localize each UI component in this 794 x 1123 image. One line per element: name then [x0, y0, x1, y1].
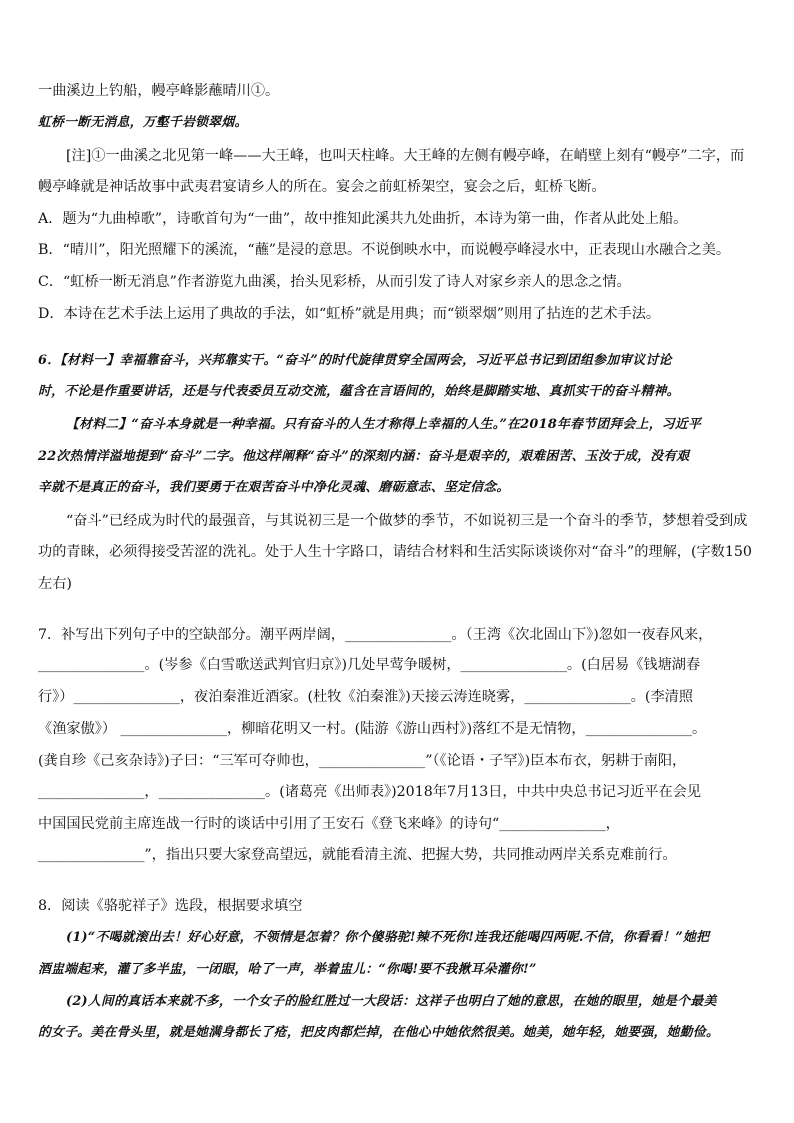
q7-line-8: _______________”，指出只要大家登高望远，就能看清主流、把握大势，共同推动两岸关系克难前行。 — [38, 847, 677, 863]
q6-material2-line-1: 【材料二】“奋斗本身就是一种幸福。只有奋斗的人生才称得上幸福的人生。”在2018年春节团拜会上，习近平 — [66, 417, 702, 432]
q7-line-3: 行》）_______________，夜泊秦淮近酒家。(杜牧《泊秦淮》)天接云涛连晓雾，_______________。(李清照 — [38, 689, 694, 705]
q6-material1-line-2: 时，不论是作重要讲话，还是与代表委员互动交流，蕴含在言语间的，始终是脚踏实地、真抓实干的奋斗精神。 — [38, 384, 680, 399]
poem-line-1: 一曲溪边上钓船，幔亭峰影蘸晴川①。 — [38, 83, 280, 99]
poem-line-2: 虹桥一断无消息，万壑千岩锁翠烟。 — [38, 115, 248, 130]
option-c: C．“虹桥一断无消息”作者游览九曲溪，抬头见彩桥，从而引发了诗人对家乡亲人的思念之情。 — [38, 274, 631, 290]
option-b: B．“晴川”，阳光照耀下的溪流，“蘸”是浸的意思。不说倒映水中，而说幔亭峰浸水中，正表现山水融合之美。 — [38, 242, 731, 258]
q7-line-6: _______________，_______________。(诸葛亮《出师表》)2018年7月13日，中共中央总书记习近平在会见 — [38, 784, 702, 800]
q8-passage-1-line-2: 酒盅端起来，灌了多半盅，一闭眼，哈了一声，举着盅儿：“你喝!要不我揪耳朵灌你!” — [38, 962, 537, 977]
q6-prompt-line-1: “奋斗”已经成为时代的最强音，与其说初三是一个做梦的季节，不如说初三是一个奋斗的季节，梦想着受到成 — [66, 513, 748, 529]
poem-note-line-2: 幔亭峰就是神话故事中武夷君宴请乡人的所在。宴会之前虹桥架空，宴会之后，虹桥飞断。 — [38, 179, 606, 195]
q7-line-2: _______________。(岑参《白雪歌送武判官归京》)几处早莺争暖树，_______________。(白居易《钱塘湖春 — [38, 657, 701, 673]
q6-prompt-line-2: 功的青睐，必须得接受苦涩的洗礼。处于人生十字路口，请结合材料和生活实际谈谈你对“奋斗”的理解，(字数150 — [38, 544, 752, 560]
q6-material2-line-3: 辛就不是真正的奋斗，我们要勇于在艰苦奋斗中净化灵魂、磨砺意志、坚定信念。 — [38, 480, 510, 495]
q7-line-7: 中国国民党前主席连战一行时的谈话中引用了王安石《登飞来峰》的诗句“_______________， — [38, 816, 620, 832]
q6-material2-line-2: 22次热情洋溢地提到“奋斗”二字。他这样阐释“奋斗”的深刻内涵：奋斗是艰辛的，艰难困苦、玉汝于成，没有艰 — [38, 449, 690, 464]
q7-line-4: 《渔家傲》） _______________，柳暗花明又一村。(陆游《游山西村》)落红不是无情物，_______________。 — [38, 721, 707, 737]
q8-title: 8．阅读《骆驼祥子》选段，根据要求填空 — [38, 898, 303, 914]
q8-passage-2-line-2: 的女子。美在骨头里，就是她满身都长了疮，把皮肉都烂掉，在他心中她依然很美。她美，她年轻，她要强，她勤俭。 — [38, 1025, 720, 1040]
q7-line-1: 7．补写出下列句子中的空缺部分。潮平两岸阔，_______________。（王湾《次北固山下》)忽如一夜春风来， — [38, 627, 713, 643]
q8-passage-2-line-1: (2)人间的真话本来就不多，一个女子的脸红胜过一大段话：这祥子也明白了她的意思，在她的眼里，她是个最美 — [66, 994, 717, 1009]
q8-passage-1-line-1: (1)“不喝就滚出去！好心好意，不领情是怎着？你个傻骆驼!辣不死你!连我还能喝四两呢.不信，你看看！”她把 — [66, 930, 710, 945]
option-a: A．题为“九曲棹歌”，诗歌首句为“一曲”，故中推知此溪共九处曲折，本诗为第一曲，作者从此处上船。 — [38, 211, 688, 227]
q7-line-5: (龚自珍《己亥杂诗》)子曰：“三军可夺帅也，_______________”（《论语・子罕》)臣本布衣，躬耕于南阳， — [38, 753, 687, 769]
q6-prompt-line-3: 左右) — [38, 576, 72, 592]
poem-note-line-1: [注]①一曲溪之北见第一峰——大王峰，也叫天柱峰。大王峰的左侧有幔亭峰，在峭壁上刻有“幔亭”二字，而 — [66, 148, 745, 164]
option-d: D．本诗在艺术手法上运用了典故的手法，如“虹桥”就是用典；而“锁翠烟”则用了拈连的艺术手法。 — [38, 306, 661, 322]
q6-material1-line-1: 6．【材料一】幸福靠奋斗，兴邦靠实干。“奋斗”的时代旋律贯穿全国两会，习近平总书记到团组参加审议讨论 — [38, 353, 672, 368]
